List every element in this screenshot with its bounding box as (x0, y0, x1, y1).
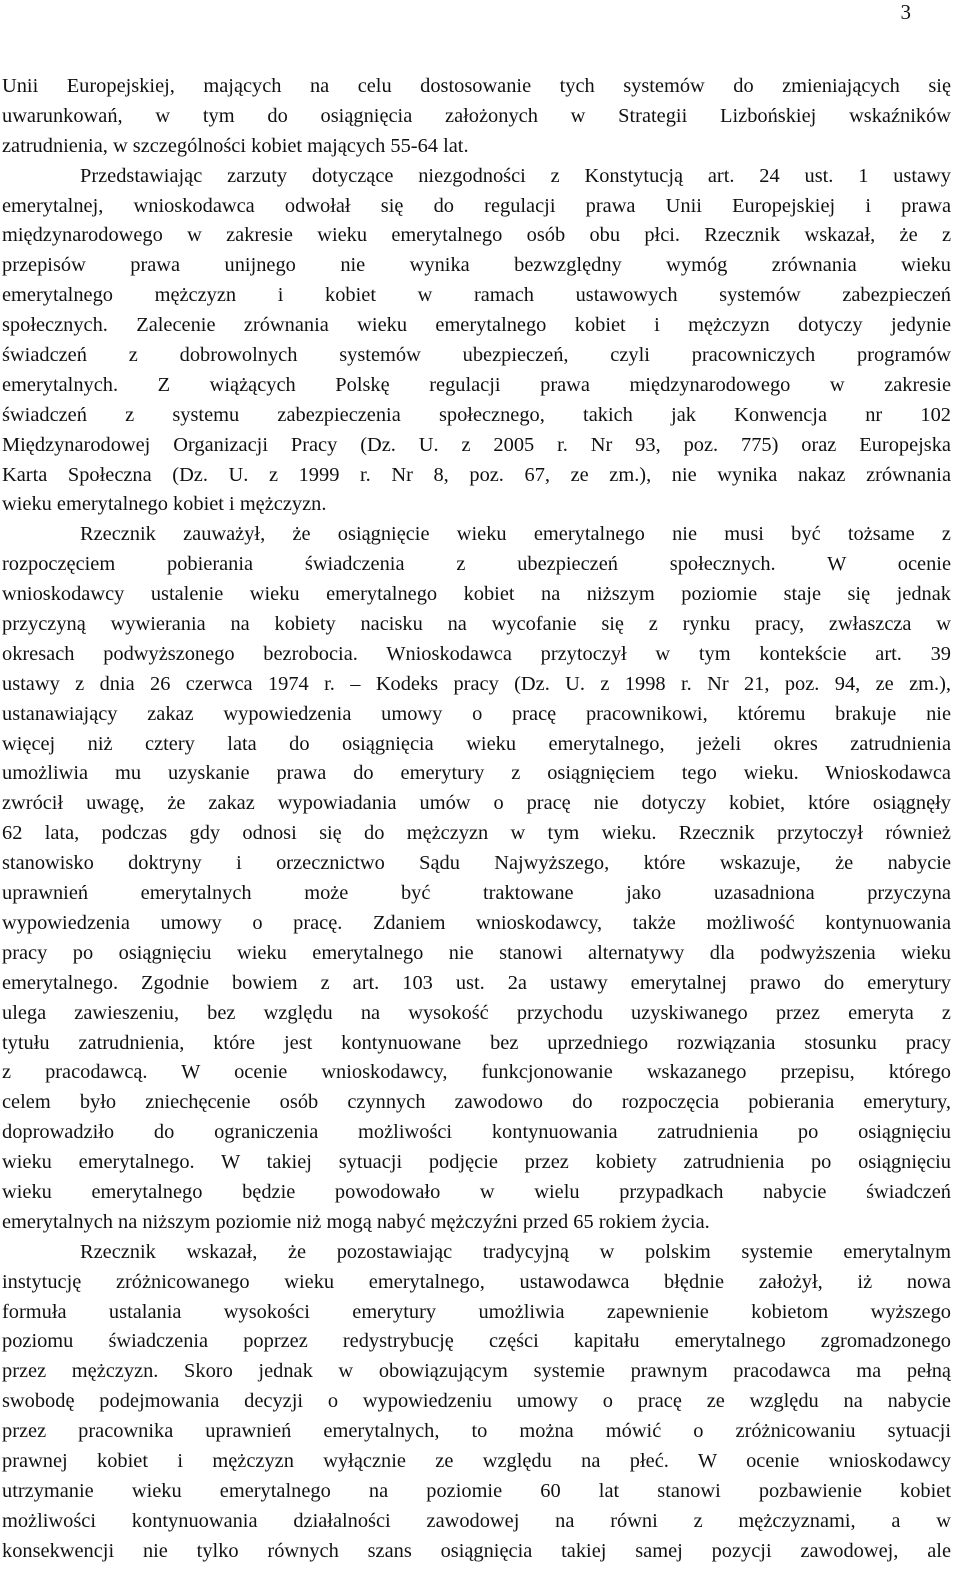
text-line: uprawnień emerytalnych może być traktowane jako uzasadniona przyczyna (2, 882, 951, 905)
text-line: swobodę podejmowania decyzji o wypowiedzeniu umowy o pracę ze względu na nabycie (2, 1390, 951, 1413)
text-line: umożliwia mu uzyskanie prawa do emerytury z osiągnięciem tego wieku. Wnioskodawca (2, 762, 951, 785)
text-line: poziomu świadczenia poprzez redystrybucję części kapitału emerytalnego zgromadzonego (2, 1330, 951, 1353)
page-number: 3 (900, 0, 911, 24)
text-line: Rzecznik wskazał, że pozostawiając tradycyjną w polskim systemie emerytalnym (80, 1240, 951, 1263)
text-line: doprowadziło do ograniczenia możliwości kontynuowania zatrudnienia po osiągnięciu (2, 1121, 951, 1144)
text-line: przez pracownika uprawnień emerytalnych, to można mówić o zróżnicowaniu sytuacji (2, 1420, 951, 1443)
text-line: zatrudnienia, w szczególności kobiet mających 55-64 lat. (2, 134, 469, 157)
text-line: Przedstawiając zarzuty dotyczące niezgodności z Konstytucją art. 24 ust. 1 ustawy (80, 164, 951, 187)
text-line: 62 lata, podczas gdy odnosi się do mężczyzn w tym wieku. Rzecznik przytoczył również (2, 822, 951, 845)
text-line: międzynarodowego w zakresie wieku emerytalnego osób obu płci. Rzecznik wskazał, że z (2, 224, 951, 247)
text-line: emerytalnej, wnioskodawca odwołał się do regulacji prawa Unii Europejskiej i prawa (2, 194, 951, 217)
text-line: ulega zawieszeniu, bez względu na wysokość przychodu uzyskiwanego przez emeryta z (2, 1001, 951, 1024)
text-line: prawnej kobiet i mężczyzn wyłącznie ze względu na płeć. W ocenie wnioskodawcy (2, 1449, 951, 1472)
text-line: stanowisko doktryny i orzecznictwo Sądu Najwyższego, które wskazuje, że nabycie (2, 852, 951, 875)
text-line: uwarunkowań, w tym do osiągnięcia założonych w Strategii Lizbońskiej wskaźników (2, 104, 951, 127)
text-line: emerytalnego. Zgodnie bowiem z art. 103 ust. 2a ustawy emerytalnej prawo do emerytury (2, 971, 951, 994)
text-line: konsekwencji nie tylko równych szans osiągnięcia takiej samej pozycji zawodowej, ale (2, 1539, 951, 1562)
text-line: Unii Europejskiej, mających na celu dostosowanie tych systemów do zmieniających się (2, 75, 951, 97)
text-line: społecznych. Zalecenie zrównania wieku emerytalnego kobiet i mężczyzn dotyczy jedynie (2, 314, 951, 337)
text-line: pracy po osiągnięciu wieku emerytalnego nie stanowi alternatywy dla podwyższenia wieku (2, 941, 951, 964)
text-line: świadczeń z systemu zabezpieczenia społecznego, takich jak Konwencja nr 102 (2, 403, 951, 426)
text-line: celem było zniechęcenie osób czynnych zawodowo do rozpoczęcia pobierania emerytury, (2, 1091, 951, 1114)
text-line: zwrócił uwagę, że zakaz wypowiadania umów o pracę nie dotyczy kobiet, które osiągnęły (2, 792, 951, 815)
text-line: tytułu zatrudnienia, które jest kontynuowane bez uprzedniego rozwiązania stosunku pracy (2, 1031, 951, 1054)
text-line: utrzymanie wieku emerytalnego na poziomie 60 lat stanowi pozbawienie kobiet (2, 1479, 951, 1502)
text-line: świadczeń z dobrowolnych systemów ubezpieczeń, czyli pracowniczych programów (2, 344, 951, 367)
text-line: wieku emerytalnego. W takiej sytuacji podjęcie przez kobiety zatrudnienia po osiągnięciu (2, 1151, 951, 1174)
text-line: wieku emerytalnego będzie powodowało w wielu przypadkach nabycie świadczeń (2, 1180, 951, 1203)
text-line: emerytalnych. Z wiążących Polskę regulacji prawa międzynarodowego w zakresie (2, 373, 951, 396)
text-line: wnioskodawcy ustalenie wieku emerytalnego kobiet na niższym poziomie staje się jednak (2, 583, 951, 606)
text-line: ustanawiający zakaz wypowiedzenia umowy o pracę pracownikowi, któremu brakuje nie (2, 702, 951, 725)
text-line: okresach podwyższonego bezrobocia. Wnioskodawca przytoczył w tym kontekście art. 39 (2, 642, 951, 665)
text-line: przez mężczyzn. Skoro jednak w obowiązującym systemie prawnym pracodawca ma pełną (2, 1360, 951, 1383)
text-line: Karta Społeczna (Dz. U. z 1999 r. Nr 8, poz. 67, ze zm.), nie wynika nakaz zrównania (2, 463, 951, 486)
text-line: instytucję zróżnicowanego wieku emerytalnego, ustawodawca błędnie założył, iż nowa (2, 1270, 951, 1293)
text-line: z pracodawcą. W ocenie wnioskodawcy, funkcjonowanie wskazanego przepisu, którego (2, 1061, 951, 1084)
text-line: przepisów prawa unijnego nie wynika bezwzględny wymóg zrównania wieku (2, 254, 951, 277)
text-line: Międzynarodowej Organizacji Pracy (Dz. U. z 2005 r. Nr 93, poz. 775) oraz Europejska (2, 433, 951, 456)
text-line: możliwości kontynuowania działalności zawodowej na równi z mężczyznami, a w (2, 1509, 951, 1532)
body-text (2, 72, 951, 1567)
text-line: emerytalnych na niższym poziomie niż mogą nabyć mężczyźni przed 65 rokiem życia. (2, 1210, 710, 1233)
text-line: więcej niż cztery lata do osiągnięcia wieku emerytalnego, jeżeli okres zatrudnienia (2, 732, 951, 755)
text-line: wypowiedzenia umowy o pracę. Zdaniem wnioskodawcy, także możliwość kontynuowania (2, 911, 951, 934)
text-line: przyczyną wywierania na kobiety nacisku na wycofanie się z rynku pracy, zwłaszcza w (2, 613, 951, 636)
text-line: Rzecznik zauważył, że osiągnięcie wieku emerytalnego nie musi być tożsame z (80, 523, 951, 546)
text-line: ustawy z dnia 26 czerwca 1974 r. – Kodeks pracy (Dz. U. z 1998 r. Nr 21, poz. 94, ze zm.), (2, 672, 951, 695)
text-line: formuła ustalania wysokości emerytury umożliwia zapewnienie kobietom wyższego (2, 1300, 951, 1323)
text-line: rozpoczęciem pobierania świadczenia z ubezpieczeń społecznych. W ocenie (2, 553, 951, 576)
text-line: emerytalnego mężczyzn i kobiet w ramach ustawowych systemów zabezpieczeń (2, 284, 951, 307)
text-line: wieku emerytalnego kobiet i mężczyzn. (2, 493, 327, 516)
